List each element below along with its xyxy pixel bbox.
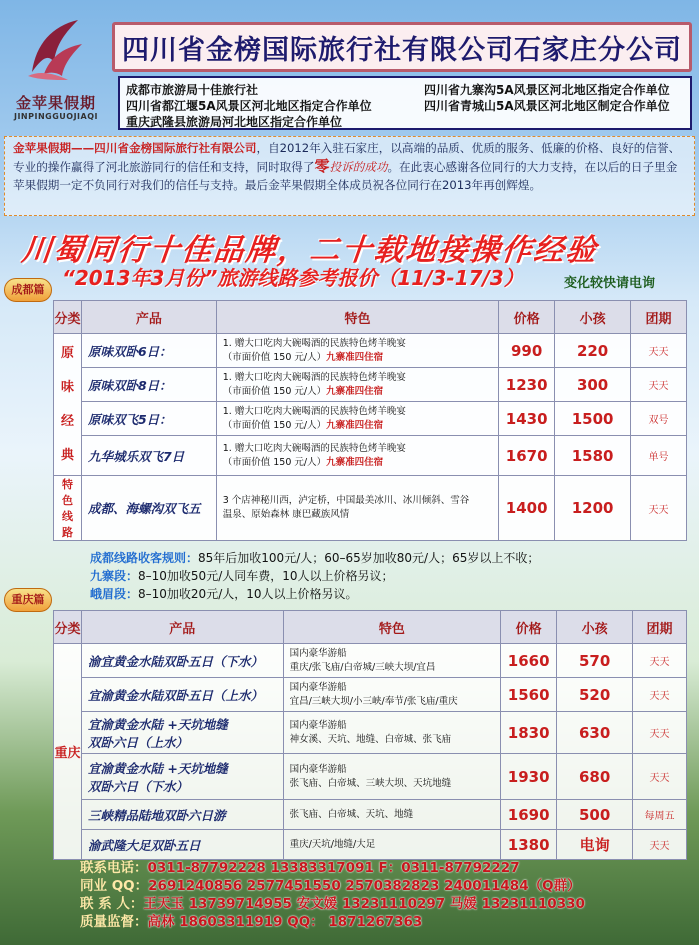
table-row [54,644,687,678]
product-name: 三峡精品陆地双卧六日游 [81,800,283,830]
contact-qq: 同业 QQ：2691240856 2577451550 2570382823 240011484（Q群） [80,878,581,894]
header-schedule: 团期 [631,301,687,334]
header-child: 小孩 [557,611,633,644]
intro-lead: 金苹果假期——四川省金榜国际旅行社有限公司 [13,141,257,155]
price-cell: 1660 [501,644,557,678]
chengdu-price-table [53,300,687,541]
child-price-cell: 520 [557,678,633,712]
product-name: 原味双卧6日： [81,334,216,368]
schedule-cell: 天天 [633,754,687,800]
price-cell: 1430 [499,402,555,436]
brand-logo [8,14,104,122]
child-price-cell: 570 [557,644,633,678]
child-price-cell: 220 [555,334,631,368]
product-name: 成都、海螺沟双飞五 [81,476,216,541]
schedule-cell: 天天 [631,476,687,541]
header-category: 分类 [54,301,82,334]
feature-cell: 国内豪华游船 重庆/张飞庙/白帝城/三峡大坝/宜昌 [283,644,501,678]
certification-box [118,76,692,130]
schedule-cell: 天天 [633,644,687,678]
product-name: 原味双飞5日： [81,402,216,436]
schedule-cell: 天天 [633,830,687,860]
price-cell: 1690 [501,800,557,830]
child-price-cell: 1200 [555,476,631,541]
table-header-row [54,301,687,334]
price-cell: 1670 [499,436,555,476]
category-cell: 特 色 线 路 [54,476,82,541]
child-price-cell: 1500 [555,402,631,436]
category-cell: 重庆 [54,644,82,860]
table-row [54,754,687,800]
header-feature: 特色 [216,301,498,334]
product-name: 九华城乐双飞7日 [81,436,216,476]
product-name: 原味双卧8日： [81,368,216,402]
header-feature: 特色 [283,611,501,644]
certification-item: 成都市旅游局十佳旅行社 [126,83,259,97]
table-row [54,712,687,754]
rule-line: 九寨段：8–10加收50元/人同车费，10人以上价格另议； [90,569,394,583]
brand-name: 金苹果假期 [15,94,96,112]
schedule-cell: 天天 [633,678,687,712]
contact-info [80,859,695,931]
contact-person: 联 系 人：王天玉 13739714955 安文媛 13231110297 马媛 13231110330 [80,896,585,912]
slogan: 川蜀同行十佳品牌，二十载地接操作经验 [19,233,600,268]
section-tag-chongqing: 重庆篇 [4,588,52,612]
rule-line: 成都线路收客规则：85年后加收100元/人；60–65岁加收80元/人；65岁以上不收； [90,551,540,565]
price-cell: 1930 [501,754,557,800]
change-note: 变化较快请电询 [564,276,656,291]
feature-cell: 1. 赠大口吃肉大碗喝酒的民族特色烤羊晚宴 （市面价值 150 元/人）九寨准四住宿 [216,436,498,476]
quote-title: “2013年3月份”旅游线路参考报价（11/3-17/3） [62,266,524,290]
schedule-cell: 天天 [631,368,687,402]
price-cell: 1380 [501,830,557,860]
child-price-cell: 300 [555,368,631,402]
product-name: 渝武隆大足双卧五日 [81,830,283,860]
feature-cell: 国内豪华游船 宜昌/三峡大坝/小三峡/奉节/张飞庙/重庆 [283,678,501,712]
feature-cell: 3 个店神秘川西，泸定桥，中国最美冰川、冰川倾斜、雪谷 温泉、原始森林 康巴藏族风情 [216,476,498,541]
intro-text: ，自2012年入驻石家庄，以高端的品质、优质的服务、低廉的价格、良好的信誉、专业的操作赢得了河北旅游同行的信任和支持，同时取得了 [13,141,681,174]
intro-success: 投诉的成功 [329,160,388,174]
schedule-cell: 双号 [631,402,687,436]
brand-pinyin: JINPINGGUOJIAQI [13,112,99,121]
certification-item: 四川省青城山5A风景区河北地区制定合作单位 [424,99,670,113]
schedule-cell: 单号 [631,436,687,476]
category-cell: 原 味 经 典 [54,334,82,476]
company-title: 四川省金榜国际旅行社有限公司石家庄分公司 [112,22,692,72]
header-schedule: 团期 [633,611,687,644]
table-header-row [54,611,687,644]
intro-text-2: 。在此衷心感谢各位同行的大力支持，在以后的日子里金苹果假期一定不负同行对我们的信任与支持。最后金苹果假期全体成员祝各位同行在2013年再创辉煌。 [13,160,678,192]
header-category: 分类 [54,611,82,644]
table-row [54,476,687,541]
price-cell: 990 [499,334,555,368]
certification-item: 四川省都江堰5A风景区河北地区指定合作单位 [126,99,372,113]
product-name: 宜渝黄金水陆双卧五日（上水） [81,678,283,712]
product-name: 宜渝黄金水陆 +天坑地缝 双卧六日（下水） [81,754,283,800]
header-child: 小孩 [555,301,631,334]
child-price-cell: 680 [557,754,633,800]
table-row [54,402,687,436]
feature-cell: 张飞庙、白帝城、天坑、地缝 [283,800,501,830]
rule-line: 峨眉段：8–10加收20元/人，10人以上价格另议。 [90,587,358,601]
chongqing-price-table [53,610,687,860]
intro-paragraph [4,136,695,216]
child-price-cell: 630 [557,712,633,754]
header-product: 产品 [81,301,216,334]
certification-item: 四川省九寨沟5A风景区河北地区指定合作单位 [424,83,670,97]
child-price-cell: 500 [557,800,633,830]
child-price-cell: 电询 [557,830,633,860]
feature-cell: 重庆/天坑/地缝/大足 [283,830,501,860]
table-row [54,436,687,476]
feature-cell: 国内豪华游船 神女溪、天坑、地缝、白帝城、张飞庙 [283,712,501,754]
swan-logo-icon [26,14,86,84]
table-row [54,368,687,402]
product-name: 宜渝黄金水陆 +天坑地缝 双卧六日（上水） [81,712,283,754]
table-row [54,678,687,712]
contact-supervision: 质量监督：高林 18603311919 QQ： 1871267363 [80,914,423,930]
table-row [54,334,687,368]
chengdu-rules [90,549,690,603]
zero-mark: 零 [314,157,330,175]
header-price: 价格 [501,611,557,644]
product-name: 渝宜黄金水陆双卧五日（下水） [81,644,283,678]
price-cell: 1230 [499,368,555,402]
price-cell: 1830 [501,712,557,754]
certification-item: 重庆武隆县旅游局河北地区指定合作单位 [126,115,343,129]
table-row [54,830,687,860]
schedule-cell: 天天 [631,334,687,368]
feature-cell: 国内豪华游船 张飞庙、白帝城、三峡大坝、天坑地缝 [283,754,501,800]
feature-cell: 1. 赠大口吃肉大碗喝酒的民族特色烤羊晚宴 （市面价值 150 元/人）九寨准四住宿 [216,402,498,436]
table-row [54,800,687,830]
header-price: 价格 [499,301,555,334]
schedule-cell: 每周五 [633,800,687,830]
feature-cell: 1. 赠大口吃肉大碗喝酒的民族特色烤羊晚宴 （市面价值 150 元/人）九寨准四住宿 [216,334,498,368]
schedule-cell: 天天 [633,712,687,754]
price-cell: 1400 [499,476,555,541]
child-price-cell: 1580 [555,436,631,476]
price-cell: 1560 [501,678,557,712]
feature-cell: 1. 赠大口吃肉大碗喝酒的民族特色烤羊晚宴 （市面价值 150 元/人）九寨准四住宿 [216,368,498,402]
contact-phone: 联系电话：0311-87792228 13383317091 F：0311-87792227 [80,860,520,876]
section-tag-chengdu: 成都篇 [4,278,52,302]
header-product: 产品 [81,611,283,644]
